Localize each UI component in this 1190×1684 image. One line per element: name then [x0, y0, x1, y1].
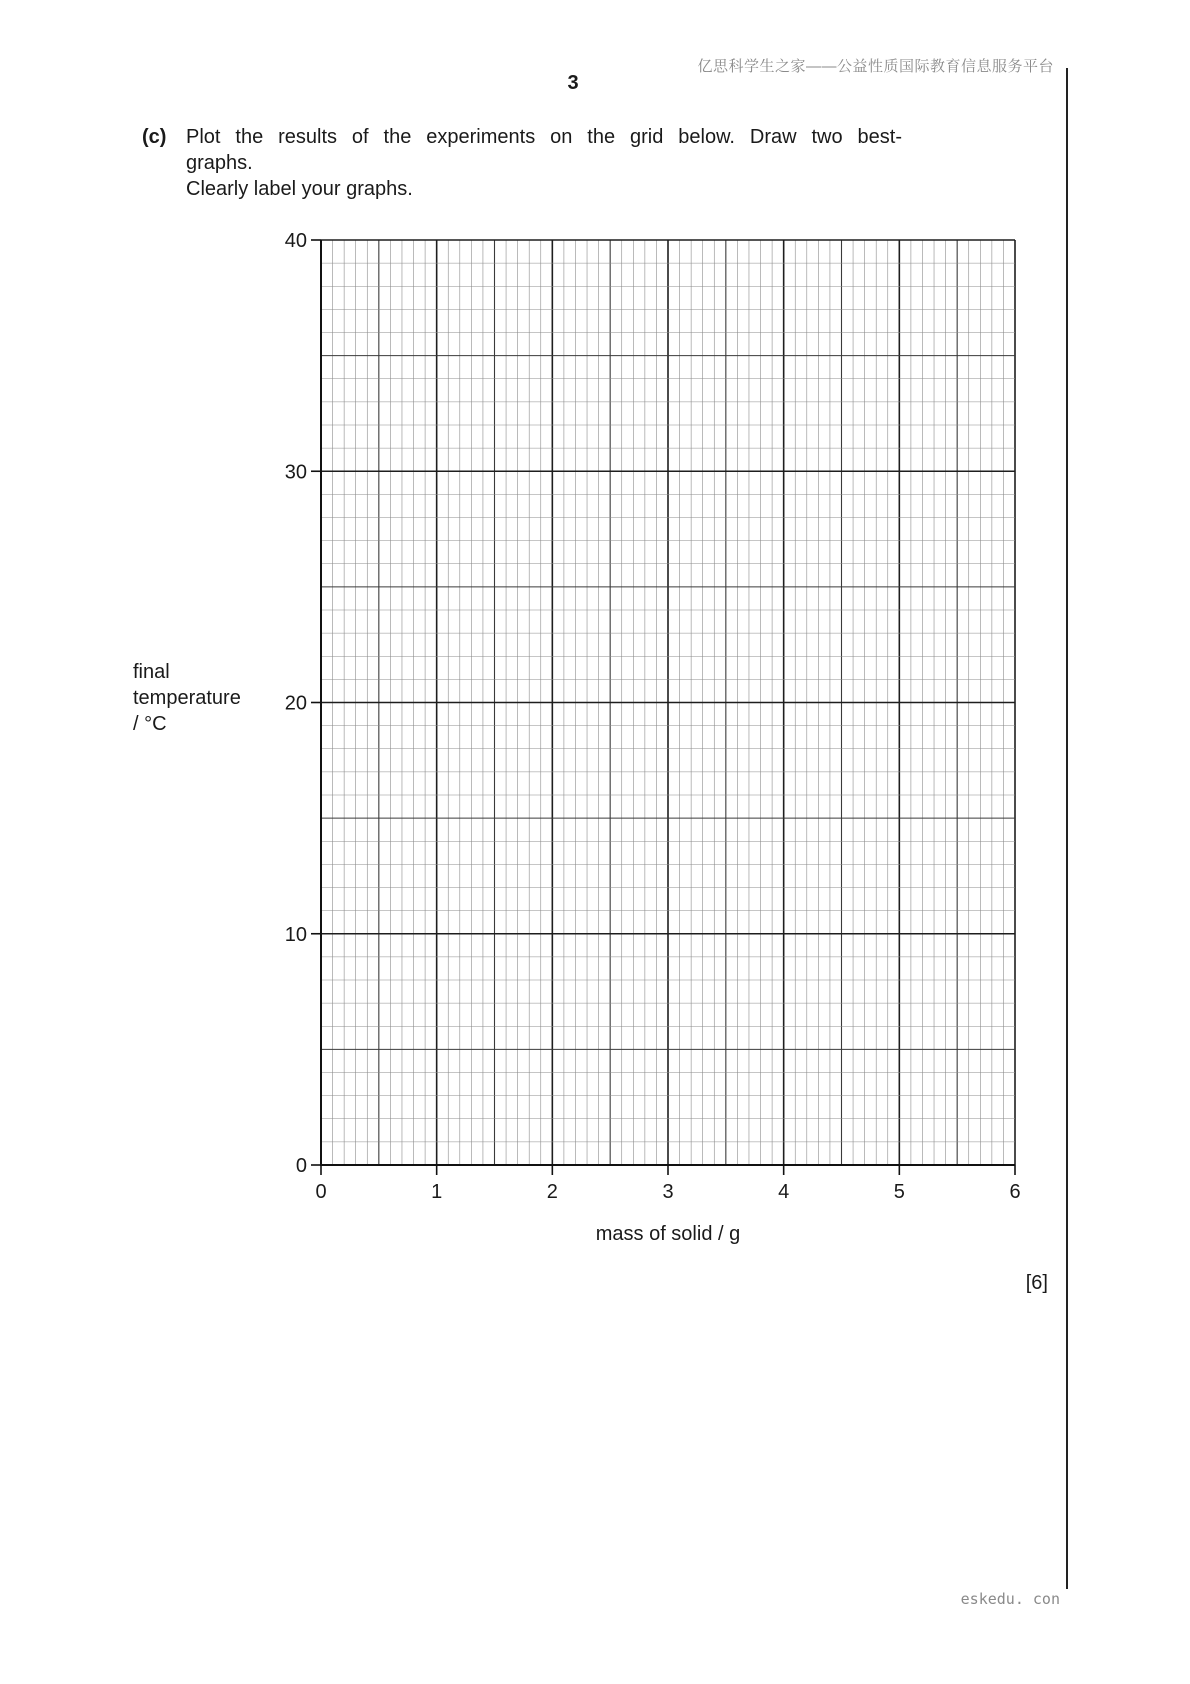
watermark-bottom: eskedu. con [960, 1590, 1060, 1608]
marks-label: [6] [1025, 1272, 1048, 1294]
y-axis-label-line-2: temperature [133, 687, 241, 709]
watermark-top: 亿思科学生之家——公益性质国际教育信息服务平台 [697, 58, 1054, 75]
question-line-2: graphs. [186, 152, 253, 174]
y-tick-label: 10 [284, 923, 307, 946]
x-tick-label: 4 [778, 1181, 790, 1203]
y-axis-label-line-3: / °C [133, 713, 167, 735]
question-line-1: Plot the results of the experiments on the grid below. Draw two best- [186, 126, 902, 148]
y-tick-label: 20 [284, 692, 307, 715]
x-tick-label: 1 [431, 1181, 443, 1203]
question-line-3: Clearly label your graphs. [186, 178, 413, 200]
x-axis-label: mass of solid / g [595, 1223, 741, 1245]
x-tick-label: 0 [315, 1181, 327, 1203]
question-part-label: (c) [142, 126, 167, 148]
page-number: 3 [567, 72, 579, 94]
y-tick-label: 0 [295, 1155, 307, 1177]
x-tick-label: 5 [893, 1181, 905, 1203]
x-tick-label: 3 [662, 1181, 674, 1203]
y-axis-label-line-1: final [133, 661, 170, 683]
y-tick-label: 40 [284, 230, 307, 252]
x-tick-label: 2 [546, 1181, 558, 1203]
y-tick-label: 30 [284, 461, 307, 484]
x-tick-label: 6 [1009, 1181, 1021, 1203]
